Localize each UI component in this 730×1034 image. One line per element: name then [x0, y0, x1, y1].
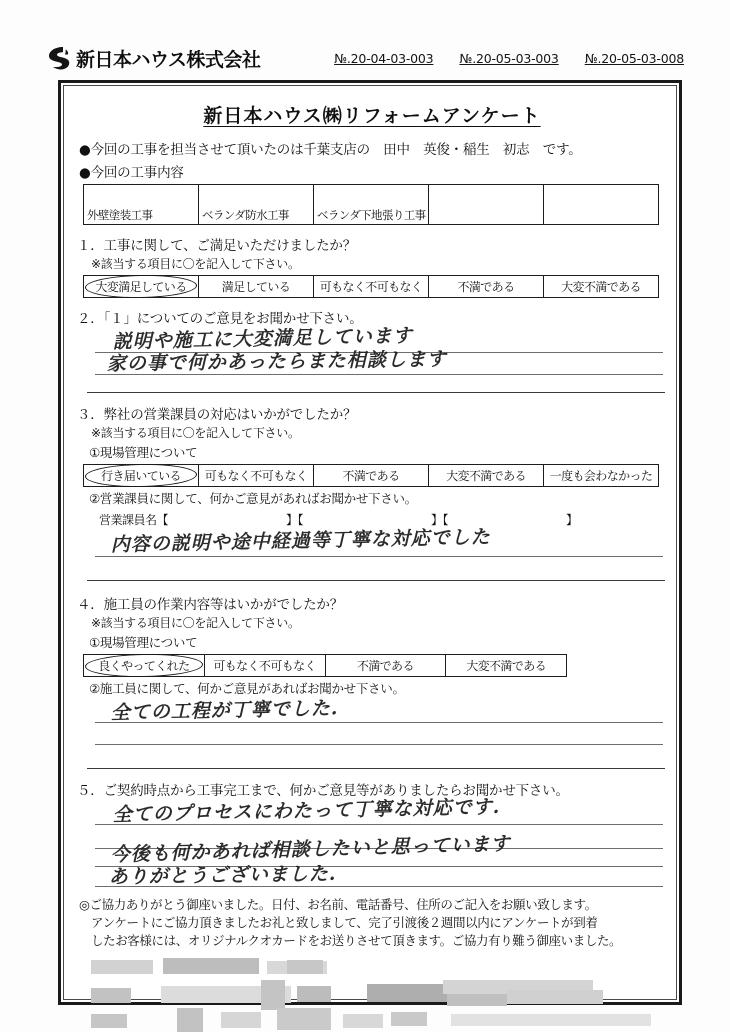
page-title: 新日本ハウス㈱リフォームアンケート	[203, 105, 541, 127]
question-1-title: １．工事に関して、ご満足いただけましたか？	[77, 238, 357, 254]
survey-content	[77, 93, 667, 994]
handwritten-answer: 全ての工程が丁寧でした.	[110, 697, 339, 725]
handwritten-answer: 説明や施工に大変満足しています	[112, 324, 413, 354]
bracket-close: 】	[566, 513, 578, 527]
question-4-subheading-1: ①現場管理について	[89, 635, 198, 650]
question-2-title: ２．「１」についてのご意見をお聞かせ下さい。	[77, 311, 363, 327]
closing-note	[79, 896, 667, 950]
intro-line: ●今回の工事を担当させて頂いたのは千葉支店の 田中 英俊・稲生 初志 です。	[79, 142, 582, 158]
reference-number: №.20-05-03-003	[459, 50, 559, 66]
section-separator	[87, 392, 665, 393]
question-4-options	[83, 654, 567, 677]
work-item-cell	[429, 185, 544, 225]
question-3-subheading-2: ②営業課員に関して、何かご意見があればお聞かせ下さい。	[89, 491, 417, 506]
handwritten-answer: ありがとうございました.	[108, 862, 337, 889]
reference-number: №.20-05-03-008	[584, 50, 684, 66]
work-item-cell: 外壁塗装工事	[84, 185, 199, 225]
q4-option[interactable]: 大変不満である	[446, 655, 567, 677]
work-content-heading: ●今回の工事内容	[79, 165, 184, 181]
page-header	[46, 40, 686, 76]
q1-option[interactable]: 不満である	[429, 276, 544, 298]
question-5-answer-area	[77, 795, 667, 890]
q1-option[interactable]: 大変不満である	[544, 276, 659, 298]
handwritten-answer: 全てのプロセスにわたって丁寧な対応です.	[112, 795, 501, 827]
question-3-options	[83, 464, 659, 487]
q1-option[interactable]: 満足している	[199, 276, 314, 298]
question-4-title: ４．施工員の作業内容等はいかがでしたか？	[77, 597, 343, 613]
q3-option-selected[interactable]: 行き届いている	[84, 465, 199, 487]
closing-line-1: ◎ご協力ありがとう御座いました。日付、お名前、電話番号、住所のご記入をお願い致します。	[79, 897, 597, 912]
q1-option[interactable]: 可もなく不可もなく	[314, 276, 429, 298]
table-row	[84, 185, 659, 225]
question-3-title: ３．弊社の営業課員の対応はいかがでしたか？	[77, 407, 357, 423]
bracket-separator: 】【	[431, 513, 449, 527]
closing-line-2: アンケートにご協力頂きましたお礼と致しまして、完了引渡後２週間以内にアンケートが到着	[91, 915, 598, 931]
handwritten-answer: 家の事で何かあったらまた相談します	[106, 348, 447, 376]
question-1-options	[83, 275, 659, 298]
survey-frame	[58, 80, 682, 1005]
writing-rule	[95, 744, 663, 745]
reference-numbers	[334, 51, 686, 66]
question-5-title: ５．ご契約時点から工事完工まで、何かご意見等がありましたらお聞かせ下さい。	[77, 783, 569, 799]
swoosh-logo-icon	[46, 45, 72, 71]
q3-option[interactable]: 可もなく不可もなく	[199, 465, 314, 487]
redacted-personal-info	[91, 956, 683, 1034]
question-3-subheading-1: ①現場管理について	[89, 445, 198, 460]
reference-number: №.20-04-03-003	[334, 50, 434, 66]
q1-option-selected[interactable]: 大変満足している	[84, 276, 199, 298]
table-row	[84, 276, 659, 298]
handwritten-answer: 内容の説明や途中経過等丁寧な対応でした	[110, 526, 491, 557]
handwritten-answer: 今後も何かあれば相談したいと思っています	[110, 832, 511, 867]
bracket-separator: 】【	[286, 513, 304, 527]
work-content-table	[83, 184, 659, 225]
q3-option[interactable]: 大変不満である	[429, 465, 544, 487]
question-2-answer-area	[77, 324, 667, 394]
question-1-note: ※該当する項目に〇を記入して下さい。	[91, 257, 300, 271]
writing-rule	[95, 556, 663, 557]
work-item-cell: ベランダ防水工事	[199, 185, 314, 225]
company-name: 新日本ハウス株式会社	[76, 48, 261, 71]
staff-name-label: 営業課員名【	[99, 513, 169, 527]
table-row	[84, 465, 659, 487]
q4-option-selected[interactable]: 良くやってくれた	[84, 655, 205, 677]
question-3-answer-area	[77, 528, 667, 584]
closing-line-3: したお客様には、オリジナルクオカードをお送りさせて頂きます。ご協力有り難う御座いました。	[91, 933, 622, 949]
question-3-note: ※該当する項目に〇を記入して下さい。	[91, 426, 300, 440]
work-item-cell: ベランダ下地張り工事	[314, 185, 429, 225]
question-4-answer-area	[77, 698, 667, 770]
q4-option[interactable]: 不満である	[325, 655, 446, 677]
q3-option[interactable]: 不満である	[314, 465, 429, 487]
question-4-note: ※該当する項目に〇を記入して下さい。	[91, 616, 300, 630]
table-row	[84, 655, 567, 677]
q3-option[interactable]: 一度も会わなかった	[544, 465, 659, 487]
q4-option[interactable]: 可もなく不可もなく	[204, 655, 325, 677]
section-separator	[87, 768, 665, 769]
section-separator	[87, 580, 665, 581]
question-4-subheading-2: ②施工員に関して、何かご意見があればお聞かせ下さい。	[89, 681, 405, 696]
work-item-cell	[544, 185, 659, 225]
